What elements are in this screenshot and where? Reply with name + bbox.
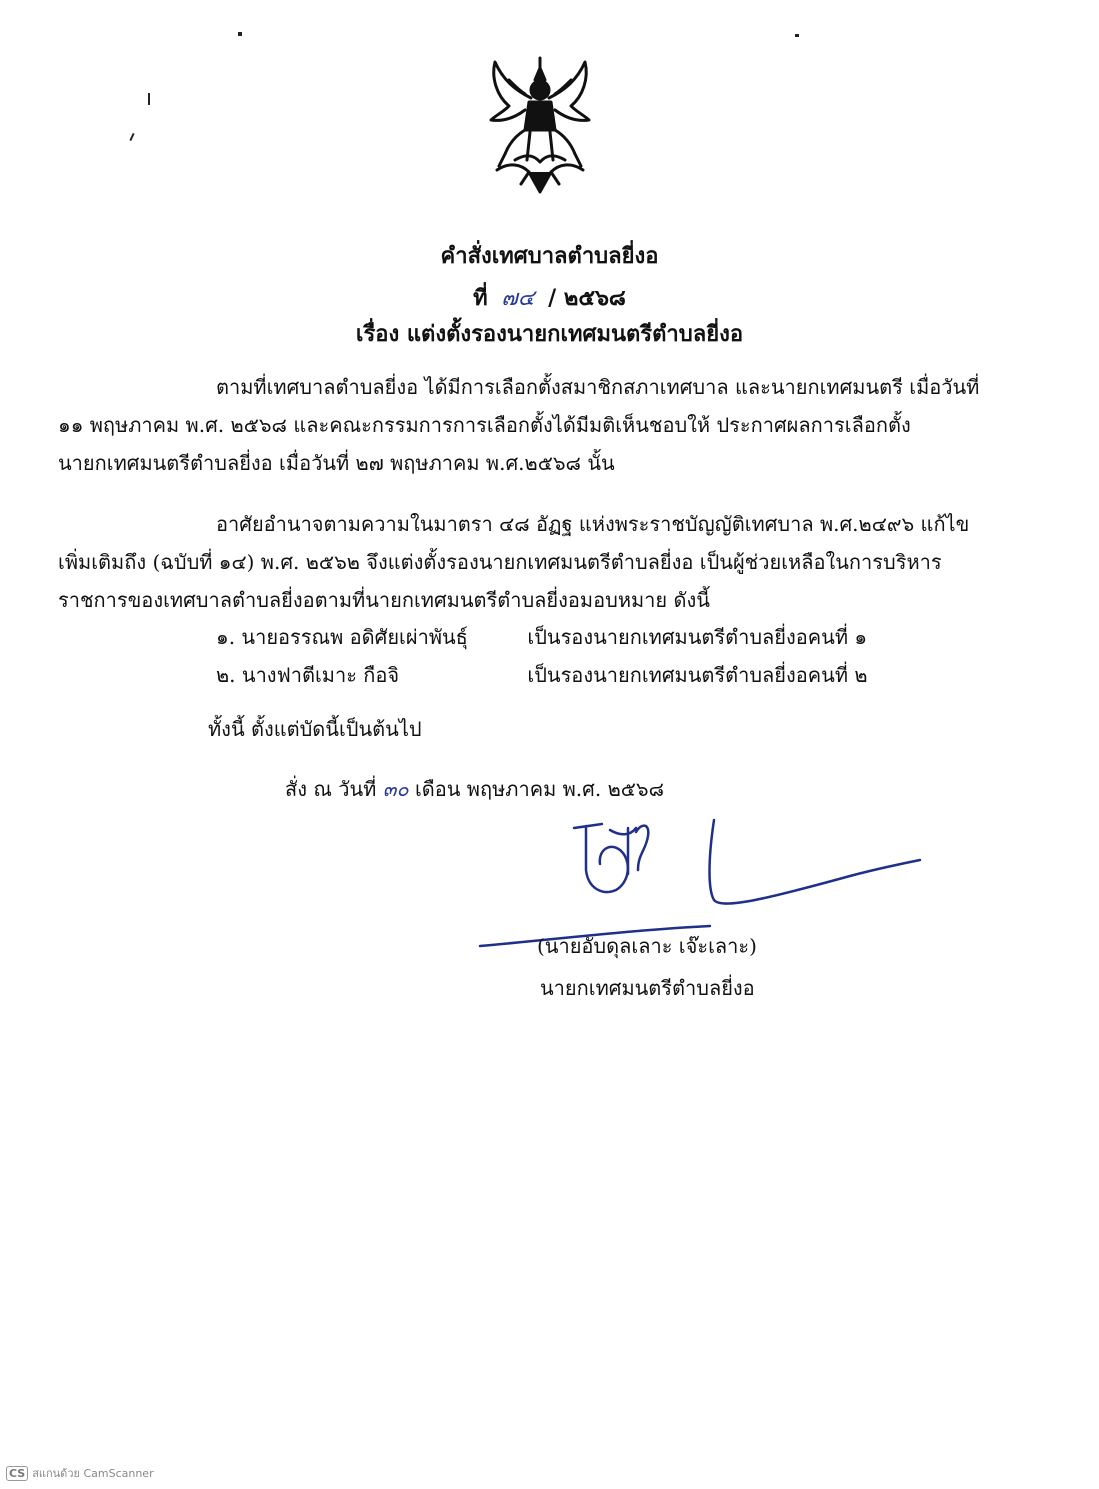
paragraph-election <box>58 368 1043 482</box>
paragraph-line: เพิ่มเติมถึง (ฉบับที่ ๑๔) พ.ศ. ๒๕๖๒ จึงแต่งตั้งรองนายกเทศมนตรีตำบลยี่งอ เป็นผู้ช่วยเหลือในการบริหาร <box>58 550 942 574</box>
order-number-handwritten: ๗๔ <box>501 286 535 311</box>
order-number-year: / ๒๕๖๘ <box>548 285 626 311</box>
signer-name: (นายอับดุลเลาะ เจ๊ะเลาะ) <box>537 934 757 958</box>
order-number-prefix: ที่ <box>473 285 488 311</box>
appointee-item <box>216 659 868 691</box>
appointee-role: เป็นรองนายกเทศมนตรีตำบลยี่งอคนที่ ๑ <box>527 625 868 649</box>
order-subject: เรื่อง แต่งตั้งรองนายกเทศมนตรีตำบลยี่งอ <box>355 321 744 347</box>
appointee-name: ๑. นายอรรณพ อดิศัยเผ่าพันธุ์ <box>216 625 468 649</box>
camscanner-watermark: CS สแกนด้วย CamScanner <box>6 1464 154 1482</box>
ordered-day-handwritten: ๓๐ <box>382 777 409 801</box>
scan-speck <box>238 32 242 36</box>
appointee-role: เป็นรองนายกเทศมนตรีตำบลยี่งอคนที่ ๒ <box>527 663 868 687</box>
effective-statement: ทั้งนี้ ตั้งแต่บัดนี้เป็นต้นไป <box>208 717 422 741</box>
camscanner-logo-icon: CS <box>6 1466 28 1481</box>
appointee-item <box>216 621 867 653</box>
paragraph-line: นายกเทศมนตรีตำบลยี่งอ เมื่อวันที่ ๒๗ พฤษภาคม พ.ศ.๒๕๖๘ นั้น <box>58 451 615 475</box>
garuda-emblem <box>485 50 595 200</box>
paragraph-line: ราชการของเทศบาลตำบลยี่งอตามที่นายกเทศมนตรีตำบลยี่งอมอบหมาย ดังนี้ <box>58 588 710 612</box>
scan-speck <box>795 34 799 37</box>
paragraph-authority <box>58 505 1043 619</box>
scan-speck <box>129 133 134 141</box>
appointee-name: ๒. นางฟาตีเมาะ กือจิ <box>216 663 400 687</box>
ordered-date: สั่ง ณ วันที่ ๓๐ เดือน พฤษภาคม พ.ศ. ๒๕๖๘ <box>285 777 665 801</box>
paragraph-line: ๑๑ พฤษภาคม พ.ศ. ๒๕๖๘ และคณะกรรมการการเลือกตั้งได้มีมติเห็นชอบให้ ประกาศผลการเลือกตั้ง <box>58 413 911 437</box>
paragraph-line: อาศัยอำนาจตามความในมาตรา ๔๘ อัฏฐ แห่งพระราชบัญญัติเทศบาล พ.ศ.๒๔๙๖ แก้ไข <box>216 512 970 536</box>
paragraph-line: ตามที่เทศบาลตำบลยี่งอ ได้มีการเลือกตั้งสมาชิกสภาเทศบาล และนายกเทศมนตรี เมื่อวันที่ <box>216 375 980 399</box>
signer-position: นายกเทศมนตรีตำบลยี่งอ <box>540 976 755 1000</box>
order-number-line <box>0 280 1099 315</box>
scan-speck <box>148 93 150 105</box>
order-title: คำสั่งเทศบาลตำบลยี่งอ <box>440 243 659 269</box>
